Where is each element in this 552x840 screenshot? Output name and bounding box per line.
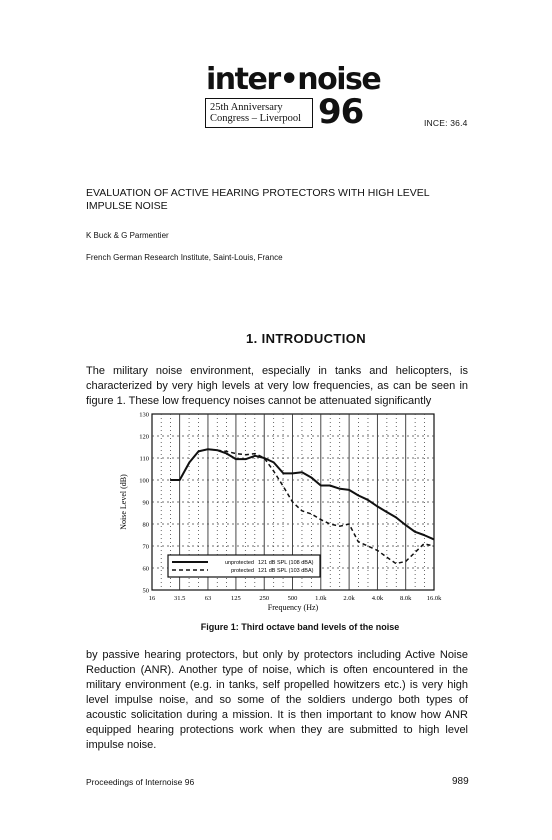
page-number: 989 bbox=[452, 776, 469, 787]
paper-title: EVALUATION OF ACTIVE HEARING PROTECTORS WITH HIGH LEVEL IMPULSE NOISE bbox=[86, 187, 430, 212]
y-tick-label: 90 bbox=[142, 499, 149, 507]
x-tick-label: 500 bbox=[287, 595, 298, 602]
conference-logo bbox=[206, 62, 381, 132]
x-tick-label: 63 bbox=[204, 595, 212, 602]
x-tick-label: 31.5 bbox=[173, 595, 186, 602]
figure-caption-text: Figure 1: Third octave band levels of the noise bbox=[200, 622, 400, 632]
noise-level-chart bbox=[112, 410, 448, 620]
figure-caption bbox=[0, 622, 552, 632]
paper-authors: K Buck & G Parmentier bbox=[86, 231, 169, 240]
y-tick-label: 60 bbox=[142, 565, 149, 573]
y-tick-label: 130 bbox=[139, 411, 149, 419]
legend-name-unprotected: unprotected bbox=[224, 560, 254, 566]
y-tick-label: 70 bbox=[142, 543, 149, 551]
y-tick-label: 120 bbox=[139, 433, 149, 441]
paper-affiliation: French German Research Institute, Saint-Louis, France bbox=[86, 253, 283, 262]
conference-code: INCE: 36.4 bbox=[424, 118, 468, 128]
logo-box-line2: Congress – Liverpool bbox=[210, 113, 301, 124]
x-tick-label: 16 bbox=[148, 595, 156, 602]
legend-value-protected: 121 dB SPL (103 dBA) bbox=[258, 568, 314, 574]
x-tick-label: 2.0k bbox=[343, 595, 355, 602]
y-tick-label: 100 bbox=[139, 477, 149, 485]
y-tick-label: 110 bbox=[139, 455, 149, 463]
body-paragraph-2: by passive hearing protectors, but only by protectors including Active Noise Reduction (ANR). Another type of noise, which is often encountered in the military environment (e.g. in tanks, self propelled howitzers etc.) is very high level impulse noise, and so some of the soldiers undergo both types of acoustic solicitation during a mission. It is then important to know how ANR equipped hearing protections work when they are submitted to high level impulse noise. bbox=[86, 649, 468, 751]
y-tick-label: 50 bbox=[142, 587, 149, 595]
x-tick-label: 4.0k bbox=[371, 595, 384, 602]
logo-box-line1: 25th Anniversary bbox=[210, 102, 283, 113]
y-axis-title: Noise Level (dB) bbox=[119, 474, 128, 530]
logo-anniversary-box bbox=[205, 98, 313, 128]
section-heading bbox=[0, 331, 552, 346]
body-paragraph-1: The military noise environment, especially in tanks and helicopters, is characterized by very high levels at very low frequencies, as can be seen in figure 1. These low frequency noises cannot be attenuated significantly bbox=[86, 365, 468, 407]
x-axis-title: Frequency (Hz) bbox=[267, 603, 319, 612]
y-tick-label: 80 bbox=[142, 521, 149, 529]
footer-proceedings: Proceedings of Internoise 96 bbox=[86, 777, 195, 787]
section-heading-text: 1. INTRODUCTION bbox=[245, 331, 367, 346]
x-tick-label: 16.0k bbox=[426, 595, 442, 602]
logo-year: 96 bbox=[318, 92, 364, 132]
legend-value-unprotected: 121 dB SPL (108 dBA) bbox=[258, 560, 314, 566]
x-tick-label: 125 bbox=[231, 595, 241, 602]
x-tick-label: 1.0k bbox=[315, 595, 327, 602]
logo-wordmark: inter•noise bbox=[206, 62, 381, 97]
x-tick-label: 8.0k bbox=[400, 595, 412, 602]
x-tick-label: 250 bbox=[259, 595, 270, 602]
legend-name-protected: protected bbox=[231, 568, 254, 574]
